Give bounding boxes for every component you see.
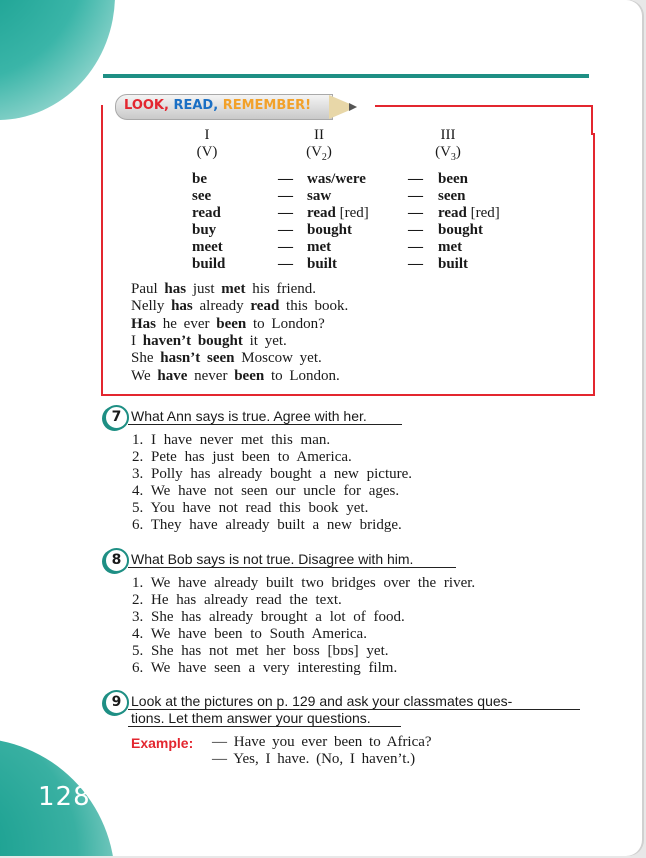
verb-dash: —	[408, 188, 423, 204]
verb-dash: —	[408, 239, 423, 255]
verb-v1: meet	[192, 239, 223, 255]
banner-read: READ,	[173, 98, 219, 113]
exercise-item: 2. Pete has just been to America.	[132, 448, 352, 465]
sentence-text: to London.	[264, 367, 340, 384]
example-question: — Have you ever been to Africa?	[212, 734, 432, 750]
sentence-text: this book.	[279, 298, 349, 315]
verb-v3: bought	[438, 222, 484, 238]
exercise-9-title-line2: tions. Let them answer your questions.	[131, 710, 371, 726]
verb-v3-transcription: [red]	[466, 205, 500, 221]
sentence-text: She	[131, 350, 161, 367]
example-sentence	[131, 350, 322, 367]
sentence-text: I	[131, 332, 143, 349]
header-numeral: I	[204, 127, 210, 143]
key-verb-form: met	[221, 281, 246, 297]
example-sentence	[131, 281, 316, 298]
exercise-item: 6. They have already built a new bridge.	[132, 516, 402, 533]
pencil-lead-icon	[349, 103, 357, 111]
key-verb-form: has	[171, 298, 193, 315]
example-sentence	[131, 298, 348, 315]
key-verb-form: been	[216, 315, 247, 332]
verb-dash: —	[278, 188, 293, 204]
sentence-text: Nelly	[131, 298, 172, 315]
exercise-item: 4. We have been to South America.	[132, 625, 367, 642]
exercise-item: 1. We have already built two bridges over the river.	[132, 575, 476, 591]
verb-v2: was/were	[307, 171, 366, 187]
exercise-7-title: What Ann says is true. Agree with her.	[131, 408, 367, 424]
verb-dash: —	[408, 205, 423, 221]
exercise-item: 5. You have not read this book yet.	[132, 499, 369, 516]
exercise-item: 6. We have seen a very interesting film.	[132, 659, 398, 676]
exercise-8-underline	[128, 567, 456, 568]
exercise-item: 3. She has already brought a lot of food.	[132, 608, 405, 625]
verb-v3: built	[438, 256, 469, 272]
look-read-remember-banner	[115, 94, 333, 120]
header-form: (V)	[196, 144, 218, 160]
header-numeral: III	[440, 127, 456, 143]
exercise-item: 5. She has not met her boss [bɒs] yet.	[132, 642, 389, 659]
sentence-text: already	[192, 298, 251, 315]
exercise-item: 3. Polly has already bought a new picture.	[132, 465, 413, 482]
verb-v3: read [red]	[438, 205, 500, 221]
verb-v1: read	[192, 205, 221, 221]
sentence-text: Paul	[131, 281, 165, 297]
example-sentence	[131, 368, 340, 385]
header-col-2	[289, 127, 349, 163]
example-sentence	[131, 316, 325, 333]
verb-v1: see	[192, 188, 212, 204]
verb-v2: met	[307, 239, 332, 255]
verb-v1: build	[192, 256, 226, 272]
verb-v2: bought	[307, 222, 353, 238]
verb-dash: —	[278, 239, 293, 255]
key-verb-form: has	[164, 281, 187, 297]
exercise-number-9: 9	[104, 690, 129, 715]
verb-dash: —	[278, 171, 293, 187]
key-verb-form: Has	[131, 315, 157, 332]
exercise-item: 2. He has already read the text.	[132, 591, 342, 608]
header-col-3	[418, 127, 478, 163]
example-label: Example:	[131, 735, 194, 751]
verb-dash: —	[408, 256, 423, 272]
frame-right-edge	[591, 105, 593, 135]
banner-look: LOOK,	[124, 98, 169, 113]
verb-v3: seen	[438, 188, 466, 204]
exercise-number-8: 8	[104, 548, 129, 573]
sentence-text: never	[187, 367, 235, 384]
verb-v3: met	[438, 239, 463, 255]
header-col-1	[177, 127, 237, 161]
frame-left-edge	[101, 105, 103, 135]
verb-dash: —	[278, 205, 293, 221]
key-verb-form: hasn’t seen	[160, 350, 235, 367]
sentence-text: just	[186, 281, 222, 297]
exercise-number-7: 7	[104, 405, 129, 430]
verb-v2: built	[307, 256, 338, 272]
sentence-text: Moscow yet.	[234, 350, 322, 367]
exercise-9-title-line1: Look at the pictures on p. 129 and ask your classmates ques-	[131, 693, 513, 709]
sentence-text: to London?	[246, 315, 325, 332]
example-answer: — Yes, I have. (No, I haven’t.)	[212, 751, 416, 767]
exercise-8-title: What Bob says is not true. Disagree with him.	[131, 551, 414, 567]
verb-dash: —	[278, 256, 293, 272]
exercise-item: 4. We have not seen our uncle for ages.	[132, 482, 400, 499]
page-number: 128	[38, 782, 91, 812]
example-sentence	[131, 333, 287, 350]
header-numeral: II	[314, 127, 324, 143]
sentence-text: his friend.	[245, 281, 317, 297]
header-form: $(V_2)$	[306, 144, 332, 163]
verb-dash: —	[278, 222, 293, 238]
verb-dash: —	[408, 222, 423, 238]
verb-v1: buy	[192, 222, 217, 238]
exercise-item: 1. I have never met this man.	[132, 432, 331, 448]
corner-decoration-top	[0, 0, 115, 120]
key-verb-form: read	[250, 298, 280, 315]
frame-top-line	[375, 105, 593, 107]
verb-v3: been	[438, 171, 468, 187]
exercise-9-underline-2	[128, 726, 401, 727]
verb-v2-transcription: [red]	[335, 205, 369, 221]
sentence-text: he ever	[156, 315, 217, 332]
exercise-7-underline	[128, 424, 402, 425]
header-rule	[103, 74, 589, 78]
header-form: $(V_3)$	[435, 144, 461, 163]
sentence-text: We	[131, 367, 158, 384]
key-verb-form: haven’t bought	[142, 332, 243, 349]
banner-remember: REMEMBER!	[222, 98, 312, 113]
verb-v1: be	[192, 171, 207, 187]
verb-v2: read [red]	[307, 205, 369, 221]
verb-dash: —	[408, 171, 423, 187]
key-verb-form: have	[157, 367, 188, 384]
verb-v2: saw	[307, 188, 332, 204]
sentence-text: it yet.	[242, 332, 287, 349]
key-verb-form: been	[234, 367, 265, 384]
